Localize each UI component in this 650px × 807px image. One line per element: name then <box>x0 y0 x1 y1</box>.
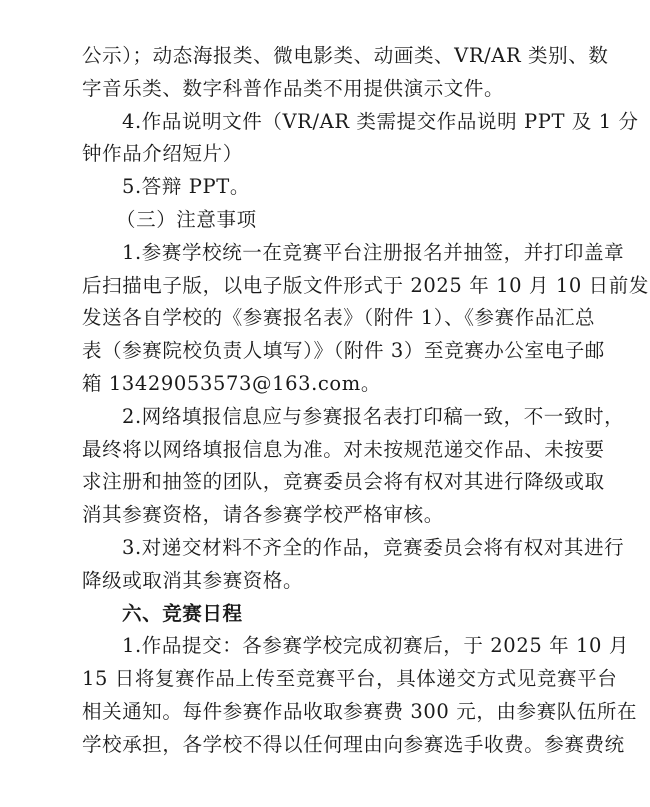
text-line: 最终将以网络填报信息为准。对未按规范递交作品、未按要 <box>82 437 605 461</box>
section-heading: （三）注意事项 <box>116 207 257 231</box>
list-item: 4.作品说明文件（VR/AR 类需提交作品说明 PPT 及 1 分 <box>122 109 639 133</box>
list-item: 5.答辩 PPT。 <box>122 175 250 199</box>
text-line: 学校承担，各学校不得以任何理由向参赛选手收费。参赛费统 <box>82 732 625 756</box>
text-line: 降级或取消其参赛资格。 <box>82 568 304 592</box>
list-item: 2.网络填报信息应与参赛报名表打印稿一致，不一致时， <box>122 404 625 428</box>
text-line: 后扫描电子版，以电子版文件形式于 2025 年 10 月 10 日前发 <box>82 273 649 297</box>
text-line: 箱 13429053573@163.com。 <box>82 371 381 395</box>
text-line: 公示）；动态海报类、微电影类、动画类、VR/AR 类别、数 <box>82 44 609 67</box>
list-item: 3.对递交材料不齐全的作品，竞赛委员会将有权对其进行 <box>122 535 625 559</box>
text-line: 消其参赛资格，请各参赛学校严格审核。 <box>82 503 444 527</box>
text-line: 求注册和抽签的团队，竞赛委员会将有权对其进行降级或取 <box>82 470 605 494</box>
list-item: 1.参赛学校统一在竞赛平台注册报名并抽签，并打印盖章 <box>122 240 625 264</box>
text-line: 相关通知。每件参赛作品收取参赛费 300 元，由参赛队伍所在 <box>82 699 638 723</box>
text-line: 钟作品介绍短片） <box>82 142 243 166</box>
chapter-heading: 六、竞赛日程 <box>122 601 243 625</box>
text-line: 表（参赛院校负责人填写）》（附件 3）至竞赛办公室电子邮 <box>82 339 605 363</box>
text-line: 15 日将复赛作品上传至竞赛平台，具体递交方式见竞赛平台 <box>82 667 618 691</box>
text-line: 发送各自学校的《参赛报名表》（附件 1）、《参赛作品汇总 <box>82 306 596 330</box>
list-item: 1.作品提交：各参赛学校完成初赛后，于 2025 年 10 月 <box>122 634 629 658</box>
text-line: 字音乐类、数字科普作品类不用提供演示文件。 <box>82 76 505 100</box>
